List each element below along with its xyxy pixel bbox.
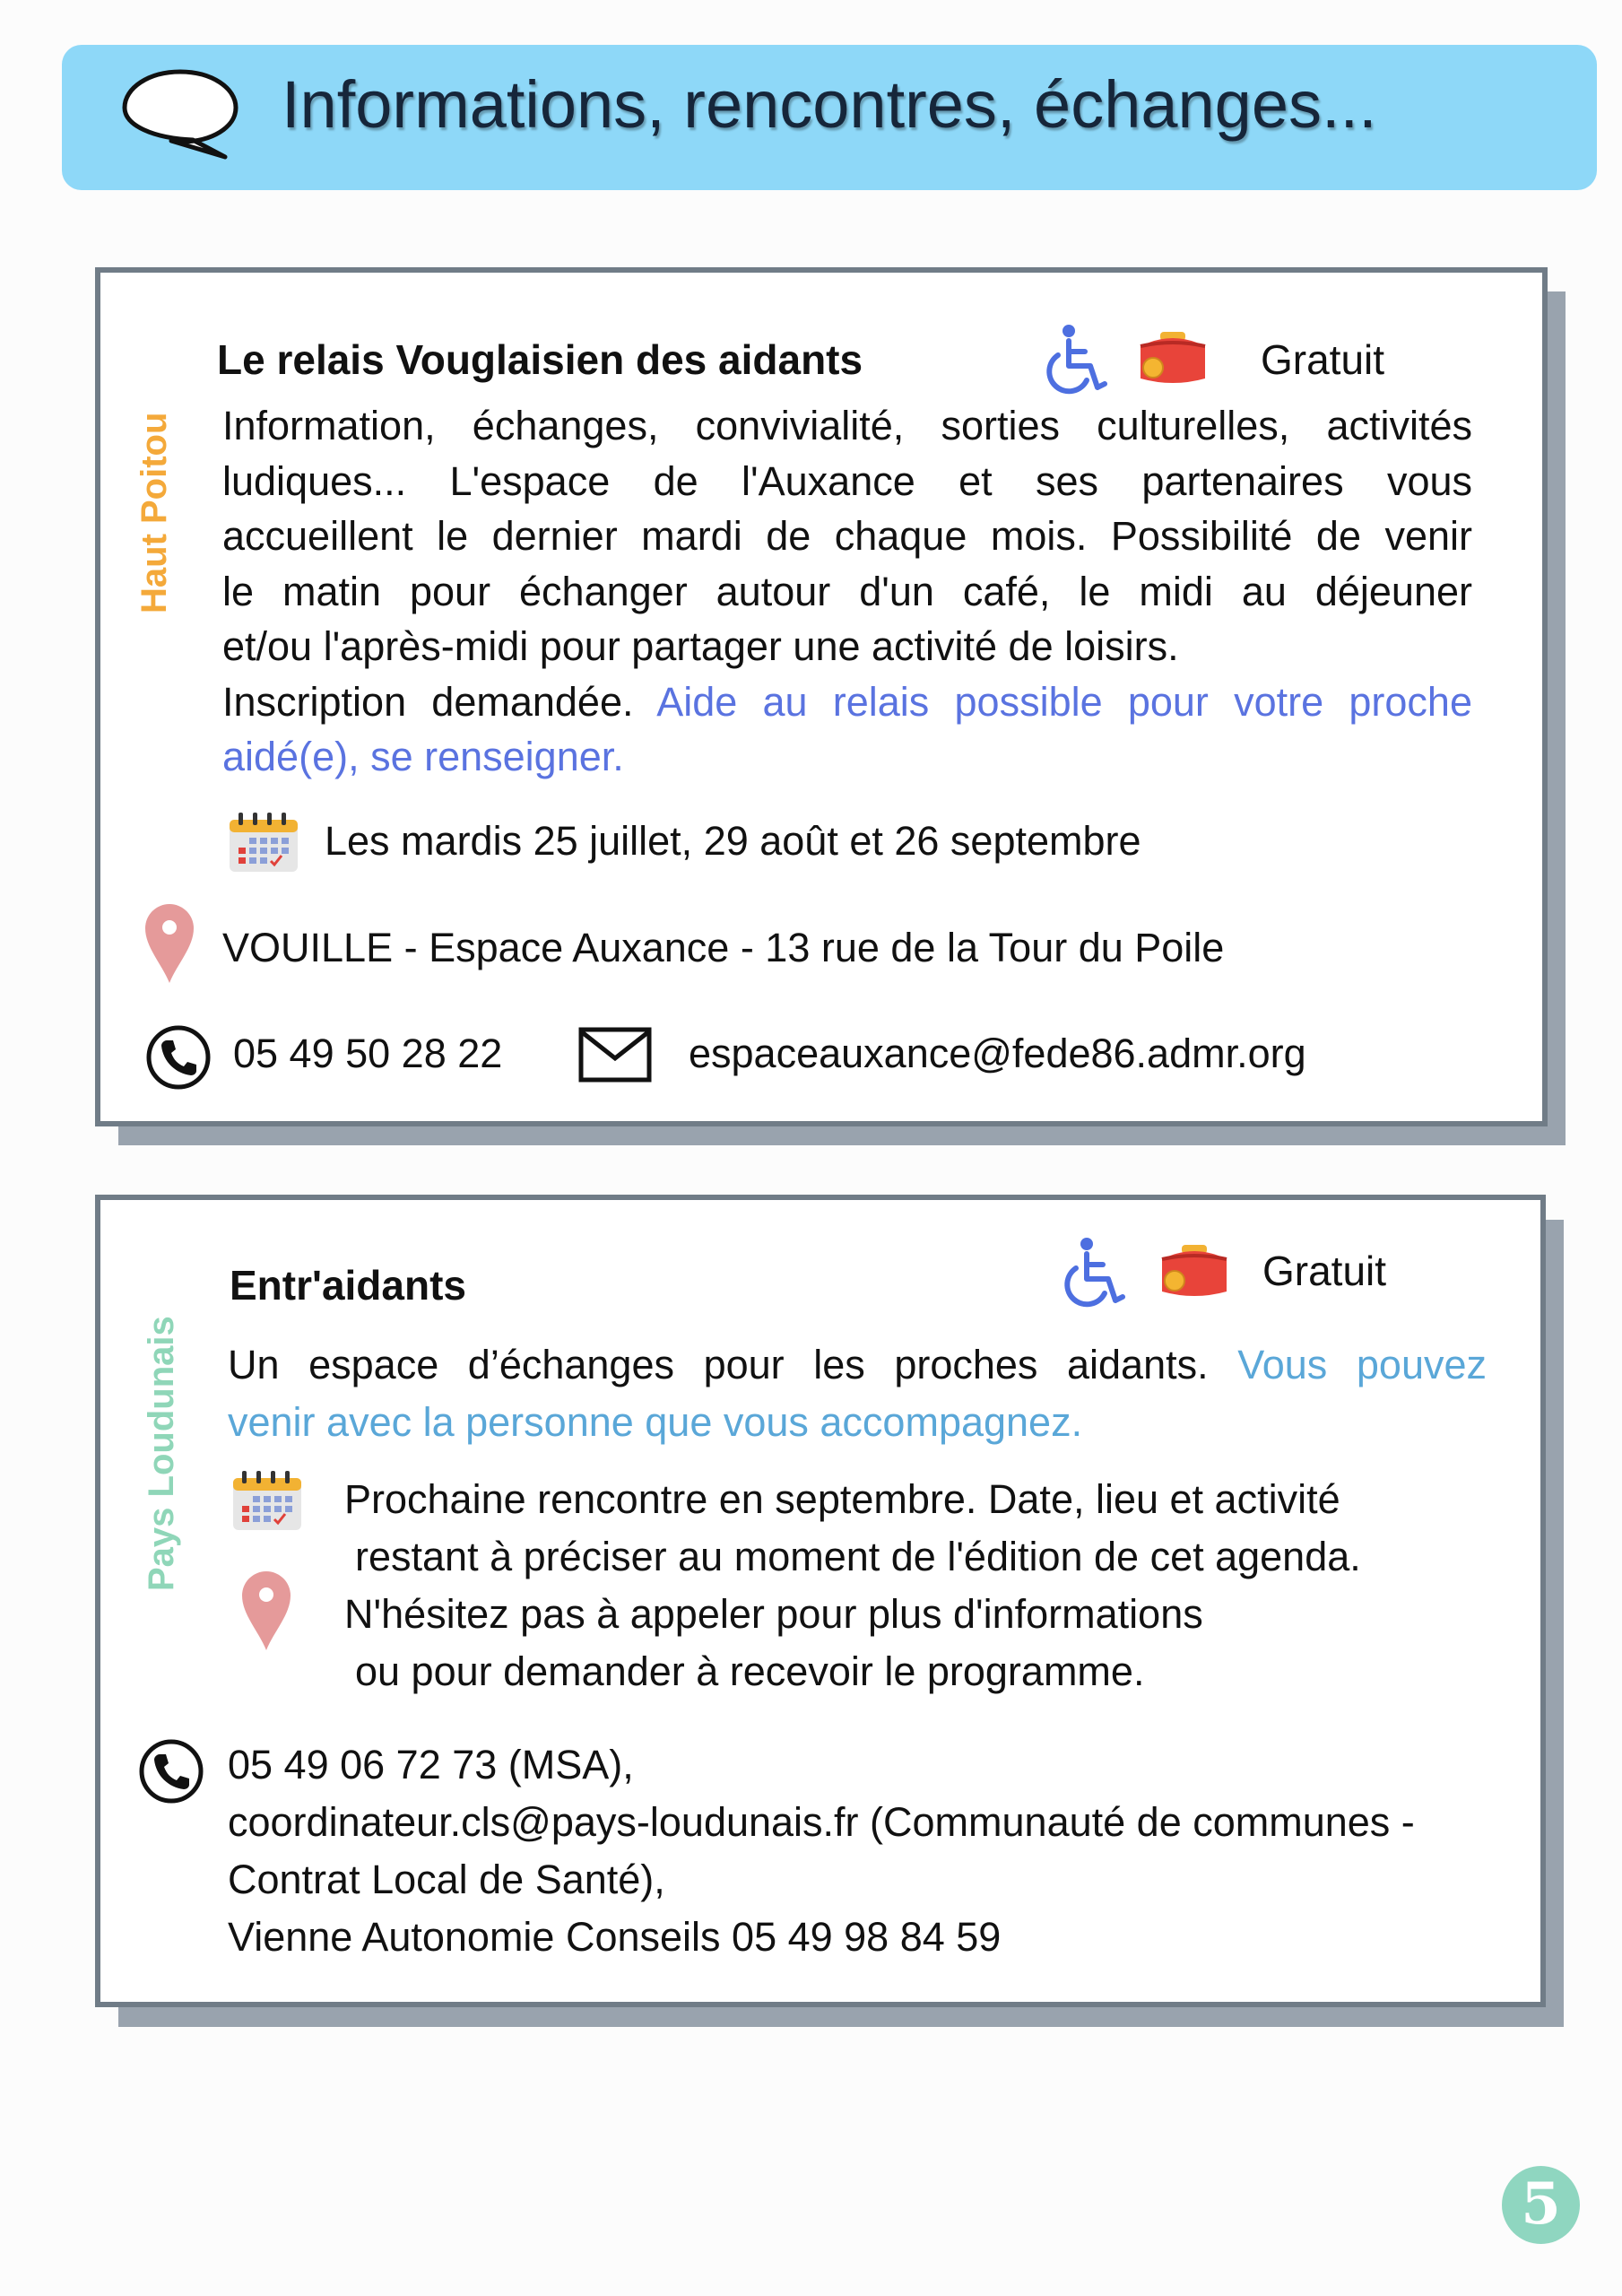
event-card-entraidants: [95, 1195, 1546, 2007]
mail-icon: [577, 1026, 653, 1083]
event-description: [222, 398, 1472, 785]
page-number: 5: [1502, 2166, 1580, 2244]
description-line: [228, 1336, 1487, 1394]
info-line: N'hésitez pas à appeler pour plus d'informations: [344, 1591, 1203, 1637]
wheelchair-icon: [1056, 1236, 1126, 1309]
info-line: ou pour demander à recevoir le programme.: [355, 1648, 1145, 1694]
description-line: Information, échanges, convivialité, sorties culturelles, activités: [222, 403, 1472, 448]
info-line: restant à préciser au moment de l'édition de cet agenda.: [355, 1534, 1361, 1579]
description-line: accueillent le dernier mardi de chaque mois. Possibilité de venir: [222, 513, 1472, 559]
event-info: [344, 1471, 1361, 1700]
note-text: Vous pouvez: [1237, 1342, 1487, 1387]
phone-icon: [138, 1738, 204, 1805]
inscription-text: Inscription demandée.: [222, 678, 634, 725]
description-line: ludiques... L'espace de l'Auxance et ses partenaires vous: [222, 457, 1472, 504]
region-label: Haut Poitou: [134, 412, 174, 613]
note-text: venir avec la personne que vous accompagnez.: [228, 1399, 1083, 1445]
description-line: et/ou l'après-midi pour partager une activité de loisirs.: [222, 623, 1179, 669]
region-label: Pays Loudunais: [142, 1316, 181, 1591]
note-text: Aide au relais possible pour votre proche: [656, 678, 1472, 725]
calendar-icon: [230, 1469, 305, 1534]
contact-line: 05 49 06 72 73 (MSA),: [228, 1742, 634, 1787]
contact-line: Contrat Local de Santé),: [228, 1857, 665, 1902]
calendar-icon: [226, 811, 301, 875]
contact-info: [228, 1736, 1415, 1966]
price-label: Gratuit: [1261, 336, 1385, 383]
description-line: le matin pour échanger autour d'un café, le midi au déjeuner: [222, 568, 1472, 614]
contact-line: Vienne Autonomie Conseils 05 49 98 84 59: [228, 1914, 1002, 1960]
phone-number[interactable]: 05 49 50 28 22: [233, 1031, 503, 1076]
note-text: aidé(e), se renseigner.: [222, 734, 624, 779]
location-pin-icon: [142, 900, 197, 987]
event-title: Entr'aidants: [230, 1262, 466, 1309]
purse-icon: [1133, 326, 1212, 387]
speech-bubble-icon: [117, 63, 243, 161]
event-card-relais: [95, 267, 1548, 1126]
phone-icon: [145, 1024, 212, 1091]
info-line: Prochaine rencontre en septembre. Date, lieu et activité: [344, 1476, 1340, 1522]
contact-line: coordinateur.cls@pays-loudunais.fr (Communauté de communes -: [228, 1799, 1415, 1845]
event-description: [228, 1336, 1487, 1451]
description-text: Un espace d’échanges pour les proches aidants.: [228, 1342, 1209, 1387]
event-title: Le relais Vouglaisien des aidants: [217, 336, 863, 383]
price-label: Gratuit: [1262, 1248, 1387, 1294]
event-dates: Les mardis 25 juillet, 29 août et 26 septembre: [325, 818, 1141, 864]
location-pin-icon: [239, 1568, 294, 1654]
header-banner: [62, 45, 1597, 190]
purse-icon: [1155, 1239, 1234, 1300]
event-address: VOUILLE - Espace Auxance - 13 rue de la Tour du Poile: [222, 925, 1225, 970]
wheelchair-icon: [1038, 323, 1108, 396]
page-title: Informations, rencontres, échanges...: [282, 67, 1377, 142]
inscription-line: [222, 674, 1472, 730]
email-link[interactable]: espaceauxance@fede86.admr.org: [689, 1031, 1306, 1076]
